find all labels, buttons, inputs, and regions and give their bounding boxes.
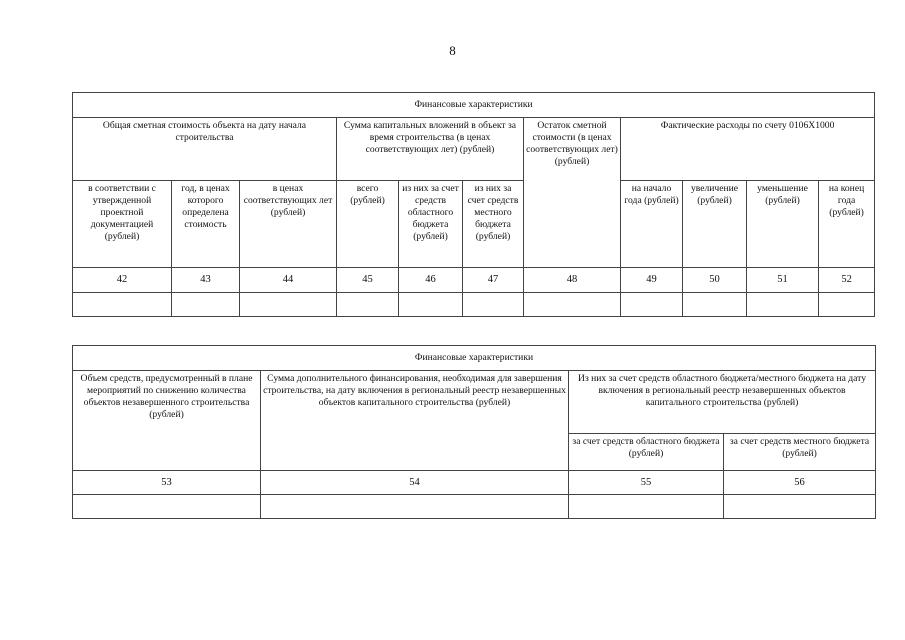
subheader-increase: увеличение (рублей) bbox=[683, 181, 747, 268]
empty-cell bbox=[819, 293, 875, 317]
column-number: 46 bbox=[399, 268, 463, 293]
subheader-regional-budget: из них за счет средств областного бюджета (рублей) bbox=[399, 181, 463, 268]
column-number: 47 bbox=[463, 268, 524, 293]
column-number: 53 bbox=[73, 471, 261, 495]
page-number: 8 bbox=[449, 43, 456, 58]
empty-cell bbox=[569, 495, 724, 519]
empty-cell bbox=[399, 293, 463, 317]
column-number: 55 bbox=[569, 471, 724, 495]
subheader-local-budget: из них за счет средств местного бюджета (рублей) bbox=[463, 181, 524, 268]
empty-cell bbox=[172, 293, 240, 317]
header-remaining-cost: Остаток сметной стоимости (в ценах соответствующих лет) (рублей) bbox=[524, 118, 621, 268]
table-title: Финансовые характеристики bbox=[73, 93, 875, 118]
empty-cell bbox=[463, 293, 524, 317]
header-additional-financing: Сумма дополнительного финансирования, необходимая для завершения строительства, на дату включения в региональный реестр незавершенных объектов капитального строительства (рублей) bbox=[261, 371, 569, 471]
table-title: Финансовые характеристики bbox=[73, 346, 876, 371]
header-reduction-plan: Объем средств, предусмотренный в плане мероприятий по снижению количества объектов незавершенного строительства (рублей) bbox=[73, 371, 261, 471]
column-number: 56 bbox=[724, 471, 876, 495]
empty-cell bbox=[724, 495, 876, 519]
header-total-cost: Общая сметная стоимость объекта на дату начала строительства bbox=[73, 118, 337, 181]
empty-cell bbox=[261, 495, 569, 519]
column-number: 44 bbox=[240, 268, 337, 293]
subheader-price-year: год, в ценах которого определена стоимость bbox=[172, 181, 240, 268]
empty-data-row bbox=[73, 293, 875, 317]
empty-cell bbox=[524, 293, 621, 317]
empty-cell bbox=[337, 293, 399, 317]
column-numbers-row bbox=[73, 471, 876, 495]
header-actual-expenses: Фактические расходы по счету 0106Х1000 bbox=[621, 118, 875, 181]
subheader-local-budget: за счет средств местного бюджета (рублей) bbox=[724, 434, 876, 471]
empty-cell bbox=[73, 495, 261, 519]
header-of-which-budgets: Из них за счет средств областного бюджета/местного бюджета на дату включения в региональный реестр незавершенных объектов капитального строительства (рублей) bbox=[569, 371, 876, 434]
subheader-current-prices: в ценах соответствующих лет (рублей) bbox=[240, 181, 337, 268]
empty-cell bbox=[683, 293, 747, 317]
column-number: 48 bbox=[524, 268, 621, 293]
column-number: 49 bbox=[621, 268, 683, 293]
empty-cell bbox=[747, 293, 819, 317]
column-number: 54 bbox=[261, 471, 569, 495]
subheader-total: всего (рублей) bbox=[337, 181, 399, 268]
column-number: 52 bbox=[819, 268, 875, 293]
subheader-approved-docs: в соответствии с утвержденной проектной документацией (рублей) bbox=[73, 181, 172, 268]
column-number: 50 bbox=[683, 268, 747, 293]
subheader-year-start: на начало года (рублей) bbox=[621, 181, 683, 268]
column-numbers-row bbox=[73, 268, 875, 293]
financial-characteristics-table-1 bbox=[72, 92, 875, 317]
empty-data-row bbox=[73, 495, 876, 519]
subheader-regional-budget: за счет средств областного бюджета (рублей) bbox=[569, 434, 724, 471]
header-capital-investments: Сумма капитальных вложений в объект за время строительства (в ценах соответствующих лет) (рублей) bbox=[337, 118, 524, 181]
subheader-year-end: на конец года (рублей) bbox=[819, 181, 875, 268]
empty-cell bbox=[621, 293, 683, 317]
empty-cell bbox=[240, 293, 337, 317]
column-number: 43 bbox=[172, 268, 240, 293]
subheader-decrease: уменьшение (рублей) bbox=[747, 181, 819, 268]
column-number: 45 bbox=[337, 268, 399, 293]
column-number: 51 bbox=[747, 268, 819, 293]
column-number: 42 bbox=[73, 268, 172, 293]
empty-cell bbox=[73, 293, 172, 317]
financial-characteristics-table-2 bbox=[72, 345, 876, 519]
